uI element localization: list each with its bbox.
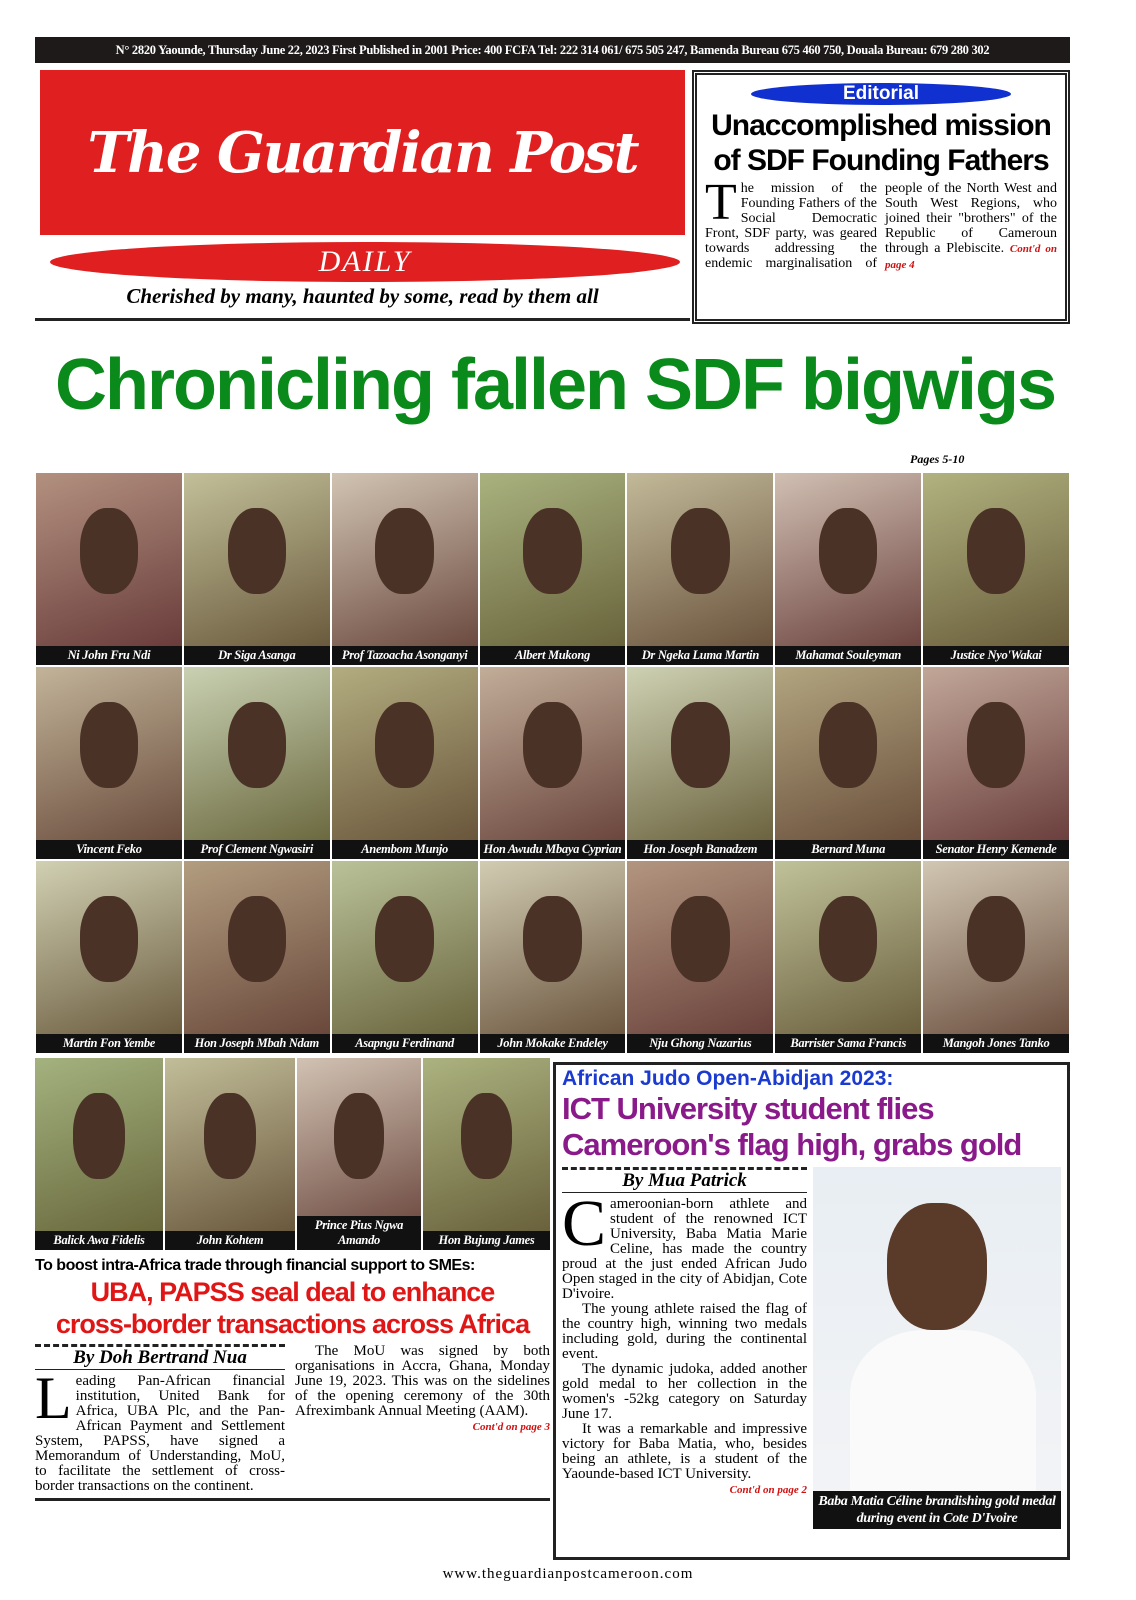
article-body [562, 1187, 807, 1498]
portrait-photo [297, 1058, 421, 1250]
portrait-photo [184, 667, 330, 859]
photo-caption: Ni John Fru Ndi [36, 646, 182, 665]
portrait-face [334, 1093, 384, 1179]
drop-cap: C [562, 1187, 607, 1260]
portrait-face [228, 508, 286, 594]
paragraph: ameroonian-born athlete and student of the renowned ICT University, Baba Matia Marie Celine, has made the country proud at the just ended African Judo Open staged in the city of Abidjan, Cote D'ivoire. [562, 1196, 807, 1302]
photo-caption: Hon Joseph Banadzem [627, 840, 773, 859]
portrait-face [819, 508, 877, 594]
portrait-face [967, 896, 1025, 982]
portrait-face [819, 702, 877, 788]
masthead-logo: The Guardian Post [40, 70, 685, 235]
portrait-face [80, 508, 138, 594]
portrait-photo [775, 861, 921, 1053]
portrait-photo [775, 473, 921, 665]
drop-cap: L [35, 1365, 72, 1431]
pages-ref: Pages 5-10 [910, 452, 965, 466]
portrait-face [228, 896, 286, 982]
photo-caption: Dr Ngeka Luma Martin [627, 646, 773, 665]
photo-caption: Senator Henry Kemende [923, 840, 1069, 859]
photo-caption: Prof Tazoacha Asonganyi [332, 646, 478, 665]
photo-caption: Dr Siga Asanga [184, 646, 330, 665]
portrait-face [80, 896, 138, 982]
byline: By Doh Bertrand Nua [35, 1344, 285, 1370]
photo-caption: Barrister Sama Francis [775, 1034, 921, 1053]
main-headline: Chronicling fallen SDF bigwigs [54, 345, 1056, 425]
photo-caption: Bernard Muna [775, 840, 921, 859]
photo-caption: Vincent Feko [36, 840, 182, 859]
drop-cap: T [705, 174, 737, 231]
portrait-photo [923, 667, 1069, 859]
photo-caption: Mahamat Souleyman [775, 646, 921, 665]
photo-caption: Hon Bujung James [423, 1231, 550, 1250]
portrait-photo [480, 861, 626, 1053]
photo-caption: Mangoh Jones Tanko [923, 1034, 1069, 1053]
article-body [35, 1365, 285, 1494]
photo-caption: Nju Ghong Nazarius [627, 1034, 773, 1053]
portrait-face [523, 702, 581, 788]
photo-caption: Asapngu Ferdinand [332, 1034, 478, 1053]
photo-caption: Anembom Munjo [332, 840, 478, 859]
portrait-photo [332, 861, 478, 1053]
portrait-photo [332, 667, 478, 859]
paragraph: It was a remarkable and impressive victory for Baba Matia, who, besides being an athlete, is a student of the Yaounde-based ICT University. [562, 1421, 807, 1482]
title-line: UBA, PAPSS seal deal to enhance [90, 1277, 495, 1307]
portrait-face [228, 702, 286, 788]
editorial-title: Unaccomplished mission of SDF Founding Fathers [711, 109, 1051, 177]
photo-caption: Prince Pius Ngwa Amando [297, 1216, 421, 1250]
portrait-face [375, 896, 433, 982]
portrait-face [73, 1093, 124, 1179]
portrait-photo [923, 473, 1069, 665]
photo-caption: John Mokake Endeley [480, 1034, 626, 1053]
portrait-photo [35, 1058, 163, 1250]
photo-caption: John Kohtem [165, 1231, 295, 1250]
portrait-photo [480, 473, 626, 665]
editorial-body [705, 174, 1058, 273]
photo-caption: Baba Matia Céline brandishing gold medal during event in Cote D'Ivoire [813, 1491, 1061, 1529]
article-kicker: To boost intra-Africa trade through financial support to SMEs: [35, 1257, 475, 1274]
title-line: Cameroon's flag high, grabs gold [562, 1127, 1022, 1162]
website-url[interactable]: www.theguardianpostcameroon.com [442, 1566, 694, 1582]
divider [35, 318, 690, 321]
editorial-box [692, 70, 1070, 324]
continued-link[interactable]: Cont'd on page 3 [472, 1421, 550, 1433]
portrait-face [375, 702, 433, 788]
portrait-face [523, 508, 581, 594]
portrait-photo [627, 667, 773, 859]
continued-link[interactable]: Cont'd on page 2 [729, 1484, 807, 1496]
athlete-face [887, 1203, 986, 1330]
continued-link[interactable]: Cont'd on page 4 [885, 243, 1058, 271]
portrait-face [523, 896, 581, 982]
portrait-face [671, 508, 729, 594]
paragraph: The dynamic judoka, added another gold medal to her collection in the women's -52kg category on Saturday June 17. [562, 1361, 807, 1422]
portrait-photo [423, 1058, 550, 1250]
paragraph: The young athlete raised the flag of the country high, winning two medals including gold, during the continental event. [562, 1301, 807, 1362]
byline: By Mua Patrick [562, 1167, 807, 1193]
title-line: cross-border transactions across Africa [55, 1309, 530, 1339]
photo-caption: Justice Nyo'Wakai [923, 646, 1069, 665]
portrait-photo [184, 861, 330, 1053]
portrait-photo [480, 667, 626, 859]
paragraph: The MoU was signed by both organisations in Accra, Ghana, Monday June 19, 2023. This was on the sidelines of the opening ceremony of the 30th Afreximbank Annual Meeting (AAM). [295, 1343, 550, 1419]
tagline: Cherished by many, haunted by some, read by them all [126, 284, 599, 308]
portrait-photo [165, 1058, 295, 1250]
article-title [562, 1091, 1061, 1163]
portrait-face [671, 702, 729, 788]
portrait-photo [184, 473, 330, 665]
portrait-photo [36, 861, 182, 1053]
portrait-photo [627, 861, 773, 1053]
portrait-face [375, 508, 433, 594]
portrait-face [819, 896, 877, 982]
portrait-face [967, 702, 1025, 788]
portrait-photo [627, 473, 773, 665]
portrait-photo [923, 861, 1069, 1053]
portrait-photo [36, 667, 182, 859]
portrait-face [80, 702, 138, 788]
editorial-label: Editorial [751, 83, 1011, 105]
judo-gi [850, 1330, 1036, 1493]
ict-article [553, 1062, 1070, 1560]
photo-caption: Albert Mukong [480, 646, 626, 665]
title-line: ICT University student flies [562, 1091, 934, 1126]
issue-info-bar: N° 2820 Yaounde, Thursday June 22, 2023 First Published in 2001 Price: 400 FCFA Tel: 222 314 061/ 675 505 247, Bamenda Bureau 675 460 750, Douala Bureau: 679 280 302 [35, 37, 1070, 63]
photo-caption: Prof Clement Ngwasiri [184, 840, 330, 859]
portrait-photo [775, 667, 921, 859]
article-title [35, 1276, 550, 1340]
paragraph: eading Pan-African financial institution, United Bank for Africa, UBA Plc, and the Pan-African Payment and Settlement System, PAPSS, have signed a Memorandum of Understanding, MoU, to facilitate the settlement of cross-border transactions on the continent. [35, 1373, 285, 1494]
divider [35, 1498, 550, 1501]
uba-article [35, 1256, 550, 1501]
editorial-text: he mission of the Founding Fathers of the Social Democratic Front, SDF party, was geared towards addressing the endemic marginalisation of people of the North West and South West Regions, who joined their "brothers" of the Republic of Cameroun through a Plebiscite. [705, 181, 1057, 271]
photo-caption: Hon Joseph Mbah Ndam [184, 1034, 330, 1053]
photo-caption: Hon Awudu Mbaya Cyprian [480, 840, 626, 859]
article-body [295, 1344, 550, 1494]
photo-caption: Balick Awa Fidelis [35, 1231, 163, 1250]
portrait-face [204, 1093, 256, 1179]
portrait-face [967, 508, 1025, 594]
photo-caption: Martin Fon Yembe [36, 1034, 182, 1053]
article-kicker: African Judo Open-Abidjan 2023: [562, 1067, 894, 1090]
athlete-photo [813, 1167, 1061, 1529]
portrait-face [671, 896, 729, 982]
portrait-photo [36, 473, 182, 665]
portrait-face [461, 1093, 512, 1179]
portrait-photo [332, 473, 478, 665]
daily-label: DAILY [50, 242, 680, 282]
